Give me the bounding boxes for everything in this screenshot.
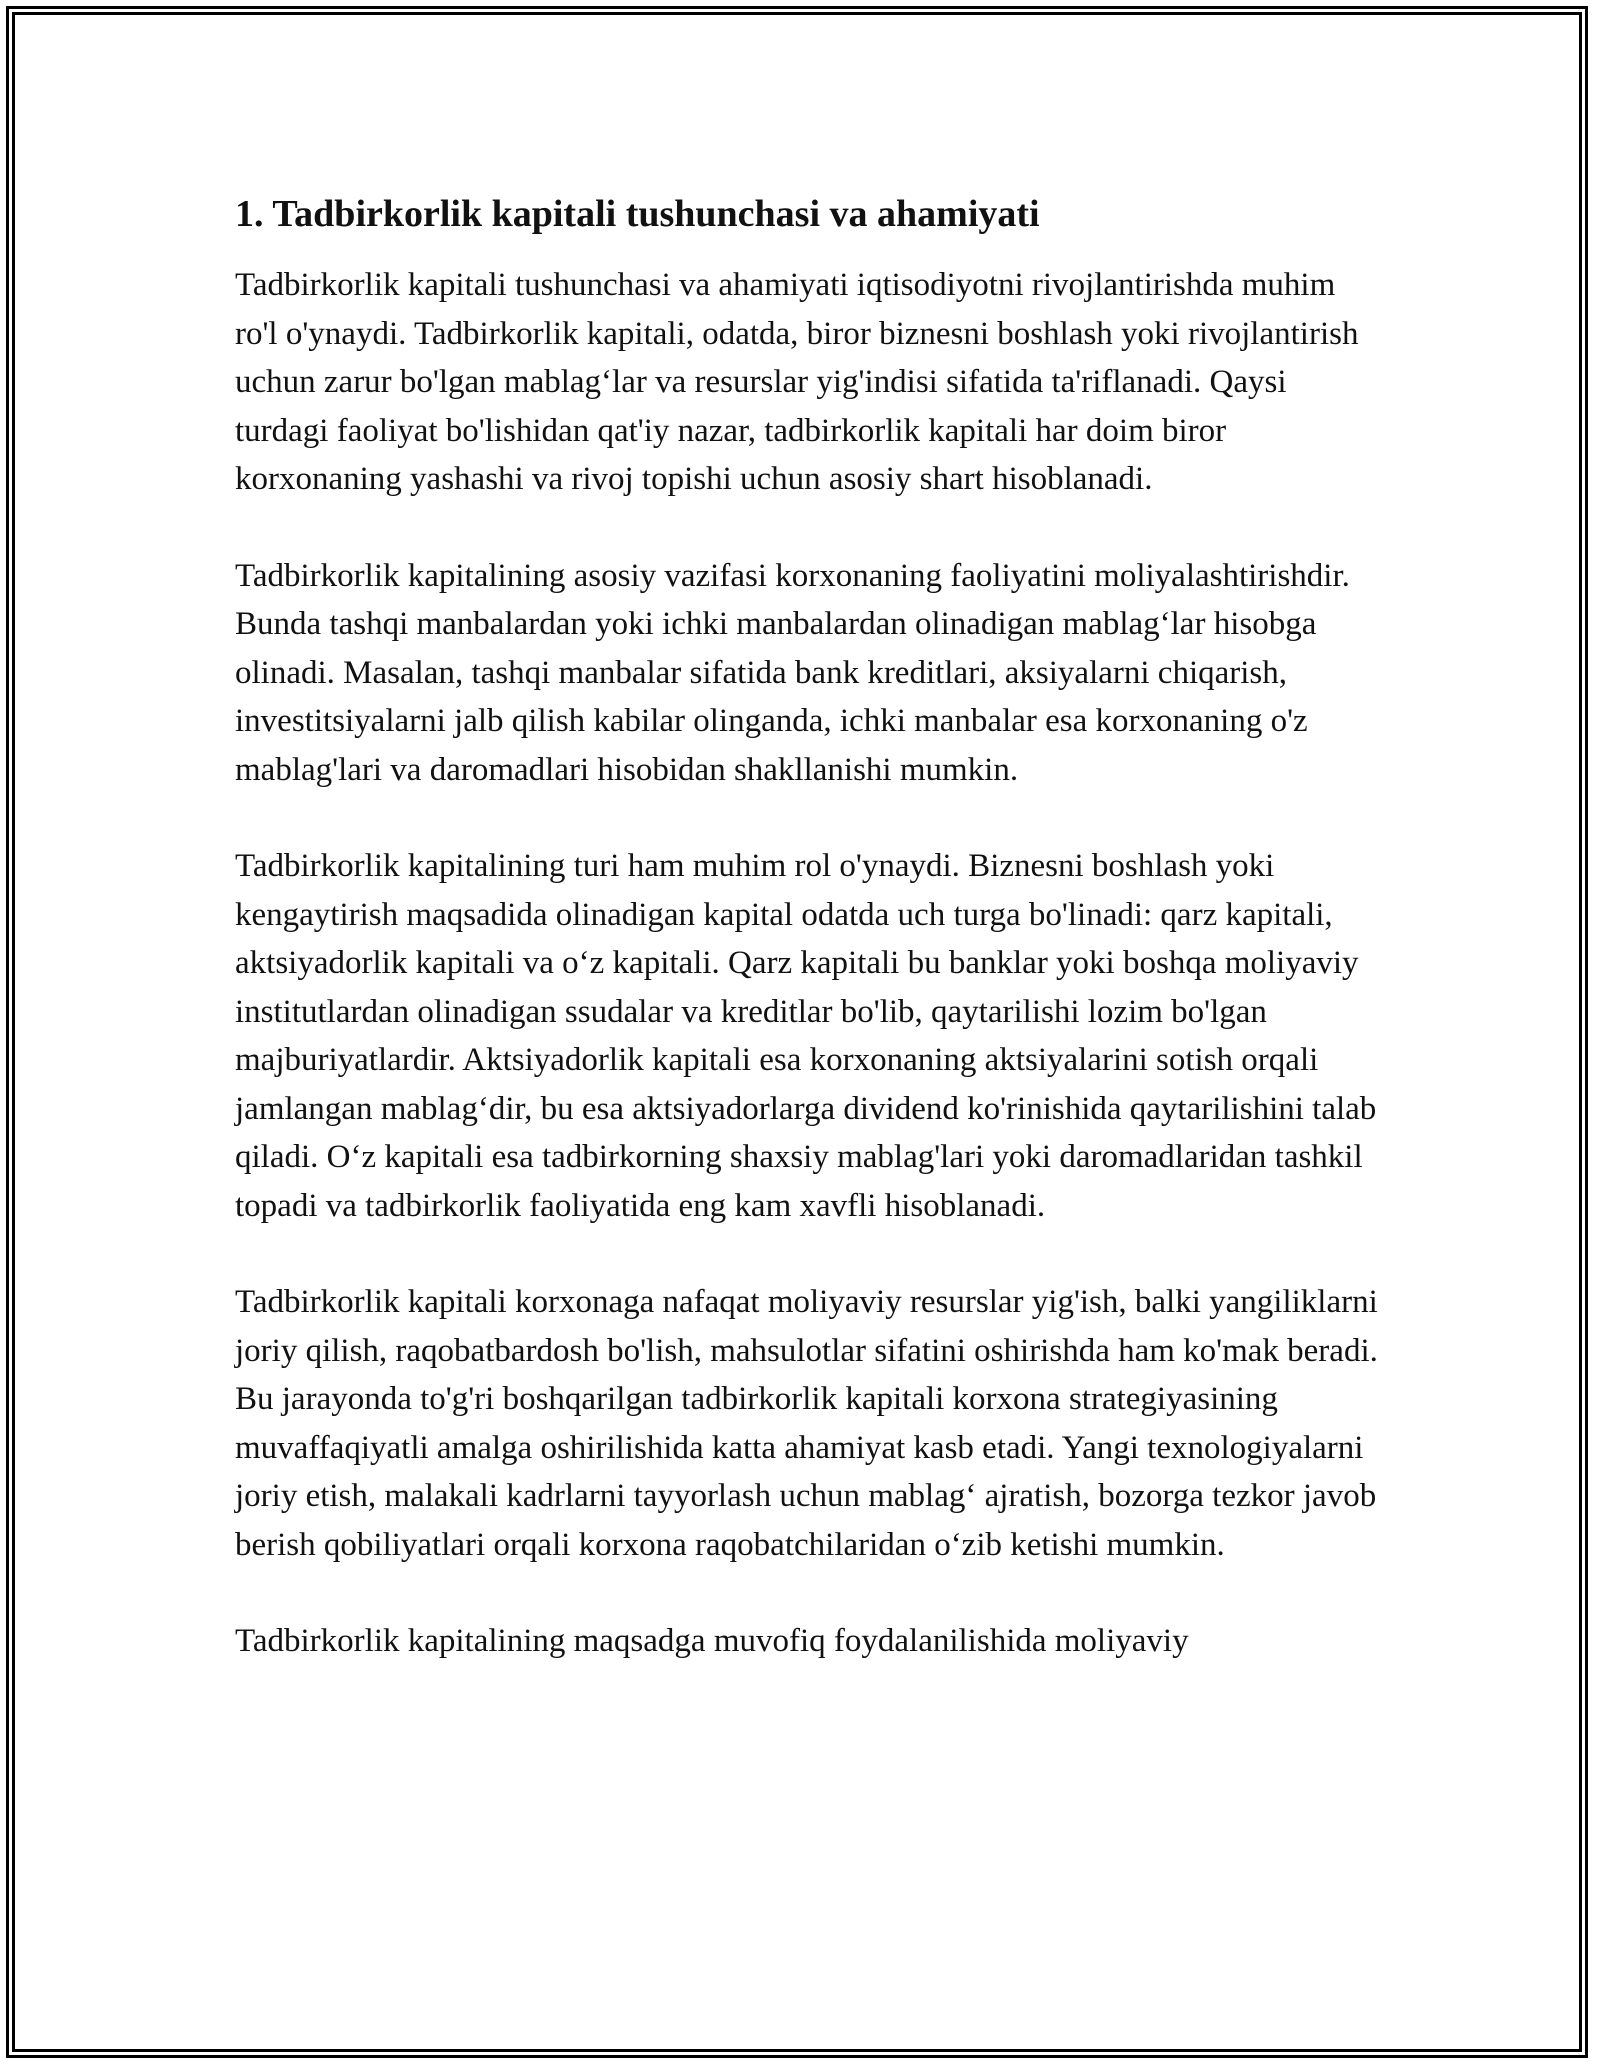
- paragraph-3: Tadbirkorlik kapitalining turi ham muhim rol o'ynaydi. Biznesni boshlash yoki kengaytirish maqsadida olinadigan kapital odatda uch turga bo'linadi: qarz kapitali, aktsiyadorlik kapitali va o‘z kapitali. Qarz kapitali bu banklar yoki boshqa moliyaviy institutlardan olinadigan ssudalar va kreditlar bo'lib, qaytarilishi lozim bo'lgan majburiyatlardir. Aktsiyadorlik kapitali esa korxonaning aktsiyalarini sotish orqali jamlangan mablag‘dir, bu esa aktsiyadorlarga dividend ko'rinishida qaytarilishini talab qiladi. O‘z kapitali esa tadbirkorning shaxsiy mablag'lari yoki daromadlaridan tashkil topadi va tadbirkorlik faoliyatida eng kam xavfli hisoblanadi.: [235, 848, 1377, 1224]
- paragraph-5: Tadbirkorlik kapitalining maqsadga muvofiq foydalanilishida moliyaviy: [235, 1623, 1189, 1659]
- paragraph-2: Tadbirkorlik kapitalining asosiy vazifasi korxonaning faoliyatini moliyalashtirishdir. Bunda tashqi manbalardan yoki ichki manbalardan olinadigan mablag‘lar hisobga olinadi. Masalan, tashqi manbalar sifatida bank kreditlari, aksiyalarni chiqarish, investitsiyalarni jalb qilish kabilar olinganda, ichki manbalar esa korxonaning o'z mablag'lari va daromadlari hisobidan shakllanishi mumkin.: [235, 557, 1350, 788]
- paragraph-4: Tadbirkorlik kapitali korxonaga nafaqat moliyaviy resurslar yig'ish, balki yangiliklarni joriy qilish, raqobatbardosh bo'lish, mahsulotlar sifatini oshirishda ham ko'mak beradi. Bu jarayonda to'g'ri boshqarilgan tadbirkorlik kapitali korxona strategiyasining muvaffaqiyatli amalga oshirilishida katta ahamiyat kasb etadi. Yangi texnologiyalarni joriy etish, malakali kadrlarni tayyorlash uchun mablag‘ ajratish, bozorga tezkor javob berish qobiliyatlari orqali korxona raqobatchilaridan o‘zib ketishi mumkin.: [235, 1284, 1378, 1563]
- paragraph-1: Tadbirkorlik kapitali tushunchasi va ahamiyati iqtisodiyotni rivojlantirishda muhim ro'l o'ynaydi. Tadbirkorlik kapitali, odatda, biror biznesni boshlash yoki rivojlantirish uchun zarur bo'lgan mablag‘lar va resurslar yig'indisi sifatida ta'riflanadi. Qaysi turdagi faoliyat bo'lishidan qat'iy nazar, tadbirkorlik kapitali har doim biror korxonaning yashashi va rivoj topishi uchun asosiy shart hisoblanadi.: [235, 267, 1359, 497]
- document-body: [235, 185, 1385, 1714]
- section-heading: 1. Tadbirkorlik kapitali tushunchasi va ahamiyati: [235, 193, 1040, 235]
